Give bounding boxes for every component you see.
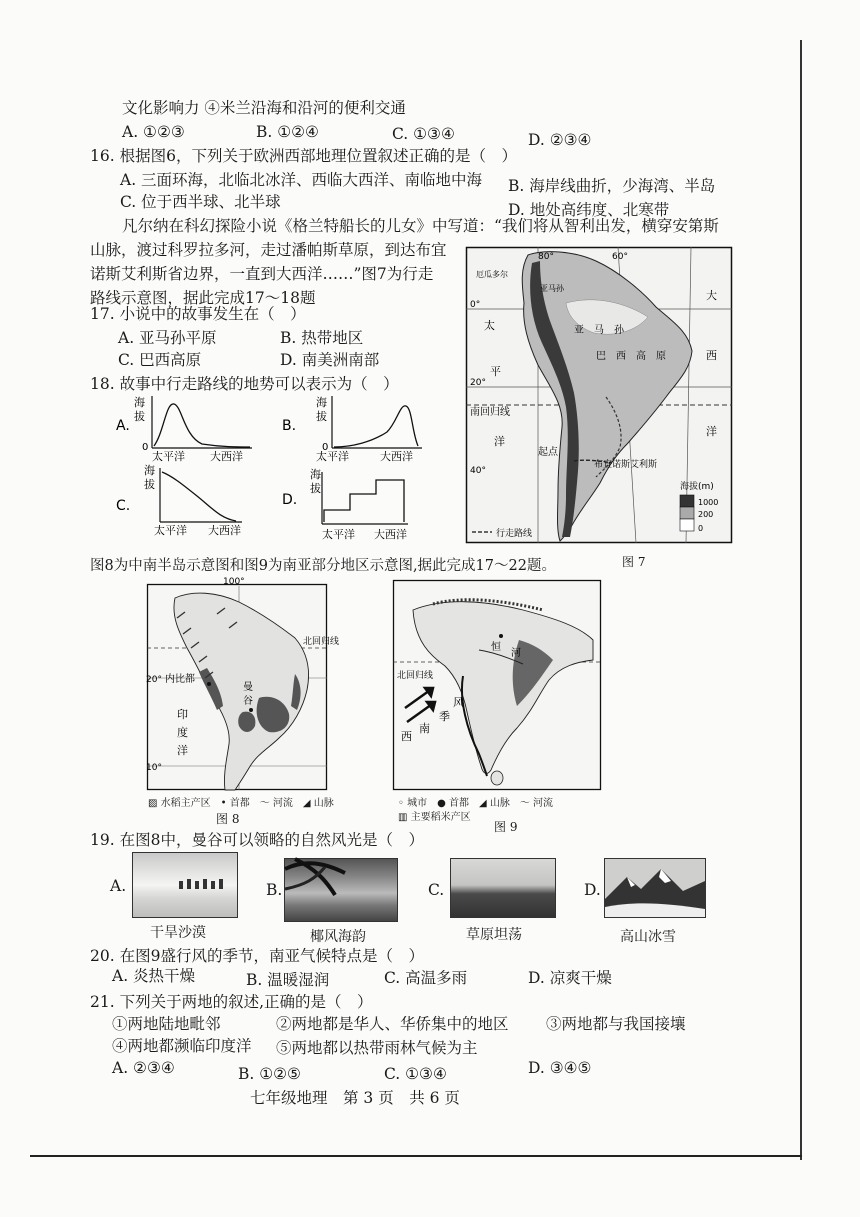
q19-caption-d: 高山冰雪 [620, 929, 676, 945]
q21-option-a: A. ②③④ [112, 1059, 175, 1077]
fig7-ocean-label: 平 [490, 365, 501, 378]
page-edge [30, 1155, 802, 1157]
fig9-ganges-label: 河 [511, 648, 521, 659]
fig7-lat0: 0° [470, 300, 481, 310]
fig8-ocean-label: 度 [177, 726, 188, 739]
grassland-photo [450, 858, 556, 918]
fig7-south-america-map [466, 247, 732, 543]
q21-statement-5: ⑤两地都以热带雨林气候为主 [276, 1039, 478, 1057]
q15-option-c: C. ①③④ [392, 125, 455, 143]
fig9-monsoon-label: 季 [439, 710, 450, 723]
q20-option-d: D. 凉爽干燥 [528, 969, 612, 987]
fig8-ocean-label: 印 [177, 708, 188, 721]
profile-d [282, 467, 408, 541]
profile-d-left-label: 太平洋 [322, 528, 355, 541]
profile-a-right-label: 大西洋 [210, 450, 243, 463]
fig8-legend: ▨ 水稻主产区 • 首都 〜 河流 ◢ 山脉 [148, 798, 334, 809]
q15-option-d: D. ②③④ [528, 131, 592, 149]
profile-a-left-label: 太平洋 [152, 450, 185, 463]
profile-b-right-label: 大西洋 [380, 450, 413, 463]
fig7-start-label: 起点 [538, 447, 558, 458]
profile-d-ylabel: 海 [310, 468, 321, 481]
q21-statement-3: ③两地都与我国接壤 [546, 1015, 686, 1033]
profile-c-left-label: 太平洋 [154, 524, 187, 537]
fig7-ocean-label: 西 [706, 349, 717, 362]
fig7-tropic-label: 南回归线 [470, 407, 510, 418]
fig7-elev-1000: 1000 [698, 498, 719, 507]
profile-b-ylabel: 海 [316, 396, 327, 409]
profile-b [282, 395, 422, 463]
fig8-ocean-label: 洋 [177, 744, 188, 757]
q19-caption-b: 椰风海韵 [310, 929, 366, 945]
profile-c-ylabel: 海 [144, 464, 155, 477]
profile-a-ylabel: 海 [134, 396, 145, 409]
profile-b-zero: 0 [322, 442, 329, 453]
q15-option-b: B. ①②④ [256, 123, 319, 141]
q17-option-a: A. 亚马孙平原 [118, 329, 217, 347]
q15-tail-text: 文化影响力 ④米兰沿海和沿河的便利交通 [122, 99, 406, 117]
profile-b-ylabel: 拔 [316, 410, 327, 423]
fig7-country-label: 厄瓜多尔 [476, 270, 508, 279]
intro-17-18-line2: 山脉，渡过科罗拉多河，走过潘帕斯草原，到达布宜 [90, 241, 447, 259]
q16-option-a: A. 三面环海，北临北冰洋、西临大西洋、南临地中海 [120, 171, 483, 189]
fig7-legend-route: 行走路线 [496, 529, 533, 539]
intro-17-18-line4: 路线示意图，据此完成17～18题 [90, 289, 316, 307]
profile-a-zero: 0 [142, 442, 149, 453]
palm-beach-photo [284, 858, 398, 922]
fig7-ocean-label: 洋 [706, 425, 717, 438]
q18-profile-graphs [112, 392, 462, 544]
fig7-ocean-label: 大 [706, 289, 717, 302]
fig8-neibi-label: 内比都 [165, 674, 195, 685]
fig9-monsoon-label: 南 [419, 722, 430, 735]
intro-17-18-line1: 凡尔纳在科幻探险小说《格兰特船长的儿女》中写道：“我们将从智利出发，横穿安第斯 [122, 217, 719, 235]
fig7-elev-title: 海拔(m) [680, 482, 714, 492]
q20-option-b: B. 温暖湿润 [246, 971, 330, 989]
fig8-caption: 图 8 [216, 812, 240, 826]
profile-c-letter: C. [116, 498, 131, 514]
fig8-lat20: 20° [146, 675, 162, 685]
q21-stem: 21. 下列关于两地的叙述,正确的是（ ） [90, 993, 373, 1011]
fig8-lat10: 10° [146, 763, 162, 773]
fig7-lat40: 40° [470, 466, 486, 476]
q20-option-c: C. 高温多雨 [384, 969, 468, 987]
fig7-lon60: 60° [612, 252, 628, 262]
q16-stem: 16. 根据图6，下列关于欧洲西部地理位置叙述正确的是（ ） [90, 147, 517, 165]
q21-option-c: C. ①③④ [384, 1065, 447, 1083]
fig7-elev-200: 200 [698, 510, 714, 519]
fig7-buenos-label: 布宜诺斯艾利斯 [594, 460, 658, 470]
q19-option-c: C. [428, 881, 445, 899]
fig9-ganges-label: 恒 [491, 642, 501, 653]
q21-statement-2: ②两地都是华人、华侨集中的地区 [276, 1015, 509, 1033]
q19-stem: 19. 在图8中，曼谷可以领略的自然风光是（ ） [90, 831, 424, 849]
q15-option-a: A. ①②③ [122, 123, 185, 141]
profile-a-ylabel: 拔 [134, 410, 145, 423]
fig7-region-label: 亚马孙 [540, 284, 564, 293]
fig9-monsoon-label: 西 [401, 730, 412, 743]
intro-19-22: 图8为中南半岛示意图和图9为南亚部分地区示意图,据此完成17～22题。 [90, 558, 556, 574]
fig9-tropic-label: 北回归线 [397, 671, 434, 681]
q18-stem: 18. 故事中行走路线的地势可以表示为（ ） [90, 375, 399, 393]
profile-c-ylabel: 拔 [144, 478, 155, 491]
page-footer: 七年级地理 第 3 页 共 6 页 [250, 1089, 460, 1107]
profile-a-letter: A. [116, 418, 130, 434]
fig7-caption: 图 7 [622, 555, 646, 569]
profile-b-left-label: 太平洋 [316, 450, 349, 463]
fig7-lat20: 20° [470, 378, 486, 388]
fig8-lon100: 100° [223, 577, 245, 587]
fig8-bangkok-label: 曼 [243, 682, 253, 693]
fig9-monsoon-label: 风 [453, 696, 464, 709]
fig9-legend-1: ◦ 城市 ● 首都 ◢ 山脉 〜 河流 [398, 798, 554, 809]
q19-caption-c: 草原坦荡 [466, 927, 522, 943]
fig7-amazon-label: 亚 马 孙 [574, 325, 624, 336]
q16-option-c: C. 位于西半球、北半球 [120, 193, 281, 211]
fig7-lon80: 80° [538, 252, 554, 262]
q17-stem: 17. 小说中的故事发生在（ ） [90, 305, 306, 323]
q19-option-b: B. [266, 881, 283, 899]
profile-a [116, 395, 252, 463]
snow-mountain-photo [604, 858, 706, 918]
q19-caption-a: 干旱沙漠 [150, 925, 206, 941]
q20-option-a: A. 炎热干燥 [112, 967, 196, 985]
desert-photo [132, 852, 238, 918]
profile-c-right-label: 大西洋 [208, 524, 241, 537]
q17-option-b: B. 热带地区 [280, 329, 364, 347]
intro-17-18-line3: 诺斯艾利斯省边界，一直到大西洋……”图7为行走 [90, 265, 434, 283]
fig9-south-asia-map [393, 580, 601, 790]
fig7-ocean-label: 太 [484, 319, 495, 332]
profile-d-ylabel: 拔 [310, 482, 321, 495]
profile-d-letter: D. [282, 492, 298, 508]
q20-stem: 20. 在图9盛行风的季节，南亚气候特点是（ ） [90, 947, 424, 965]
fig7-ocean-label: 洋 [494, 435, 505, 448]
profile-d-right-label: 大西洋 [374, 528, 407, 541]
q21-option-d: D. ③④⑤ [528, 1059, 592, 1077]
q17-option-d: D. 南美洲南部 [280, 351, 380, 369]
profile-c [116, 463, 242, 537]
q19-option-d: D. [584, 881, 601, 899]
q19-option-a: A. [110, 877, 127, 895]
fig7-brazil-label: 巴 西 高 原 [596, 351, 666, 362]
q21-statement-1: ①两地陆地毗邻 [112, 1015, 221, 1033]
fig9-caption: 图 9 [494, 820, 518, 834]
q21-statement-4: ④两地都濒临印度洋 [112, 1037, 252, 1055]
page-edge [800, 40, 802, 1160]
q16-option-d: D. 地处高纬度、北寒带 [508, 201, 670, 219]
fig9-legend-2: ▥ 主要稻米产区 [398, 812, 471, 823]
fig7-elev-0: 0 [698, 524, 704, 533]
q16-option-b: B. 海岸线曲折，少海湾、半岛 [508, 177, 716, 195]
fig8-tropic-label: 北回归线 [303, 637, 340, 647]
fig8-bangkok-label: 谷 [243, 696, 253, 707]
fig8-indochina-map [146, 577, 340, 790]
q21-option-b: B. ①②⑤ [238, 1065, 301, 1083]
q17-option-c: C. 巴西高原 [118, 351, 202, 369]
profile-b-letter: B. [282, 418, 297, 434]
